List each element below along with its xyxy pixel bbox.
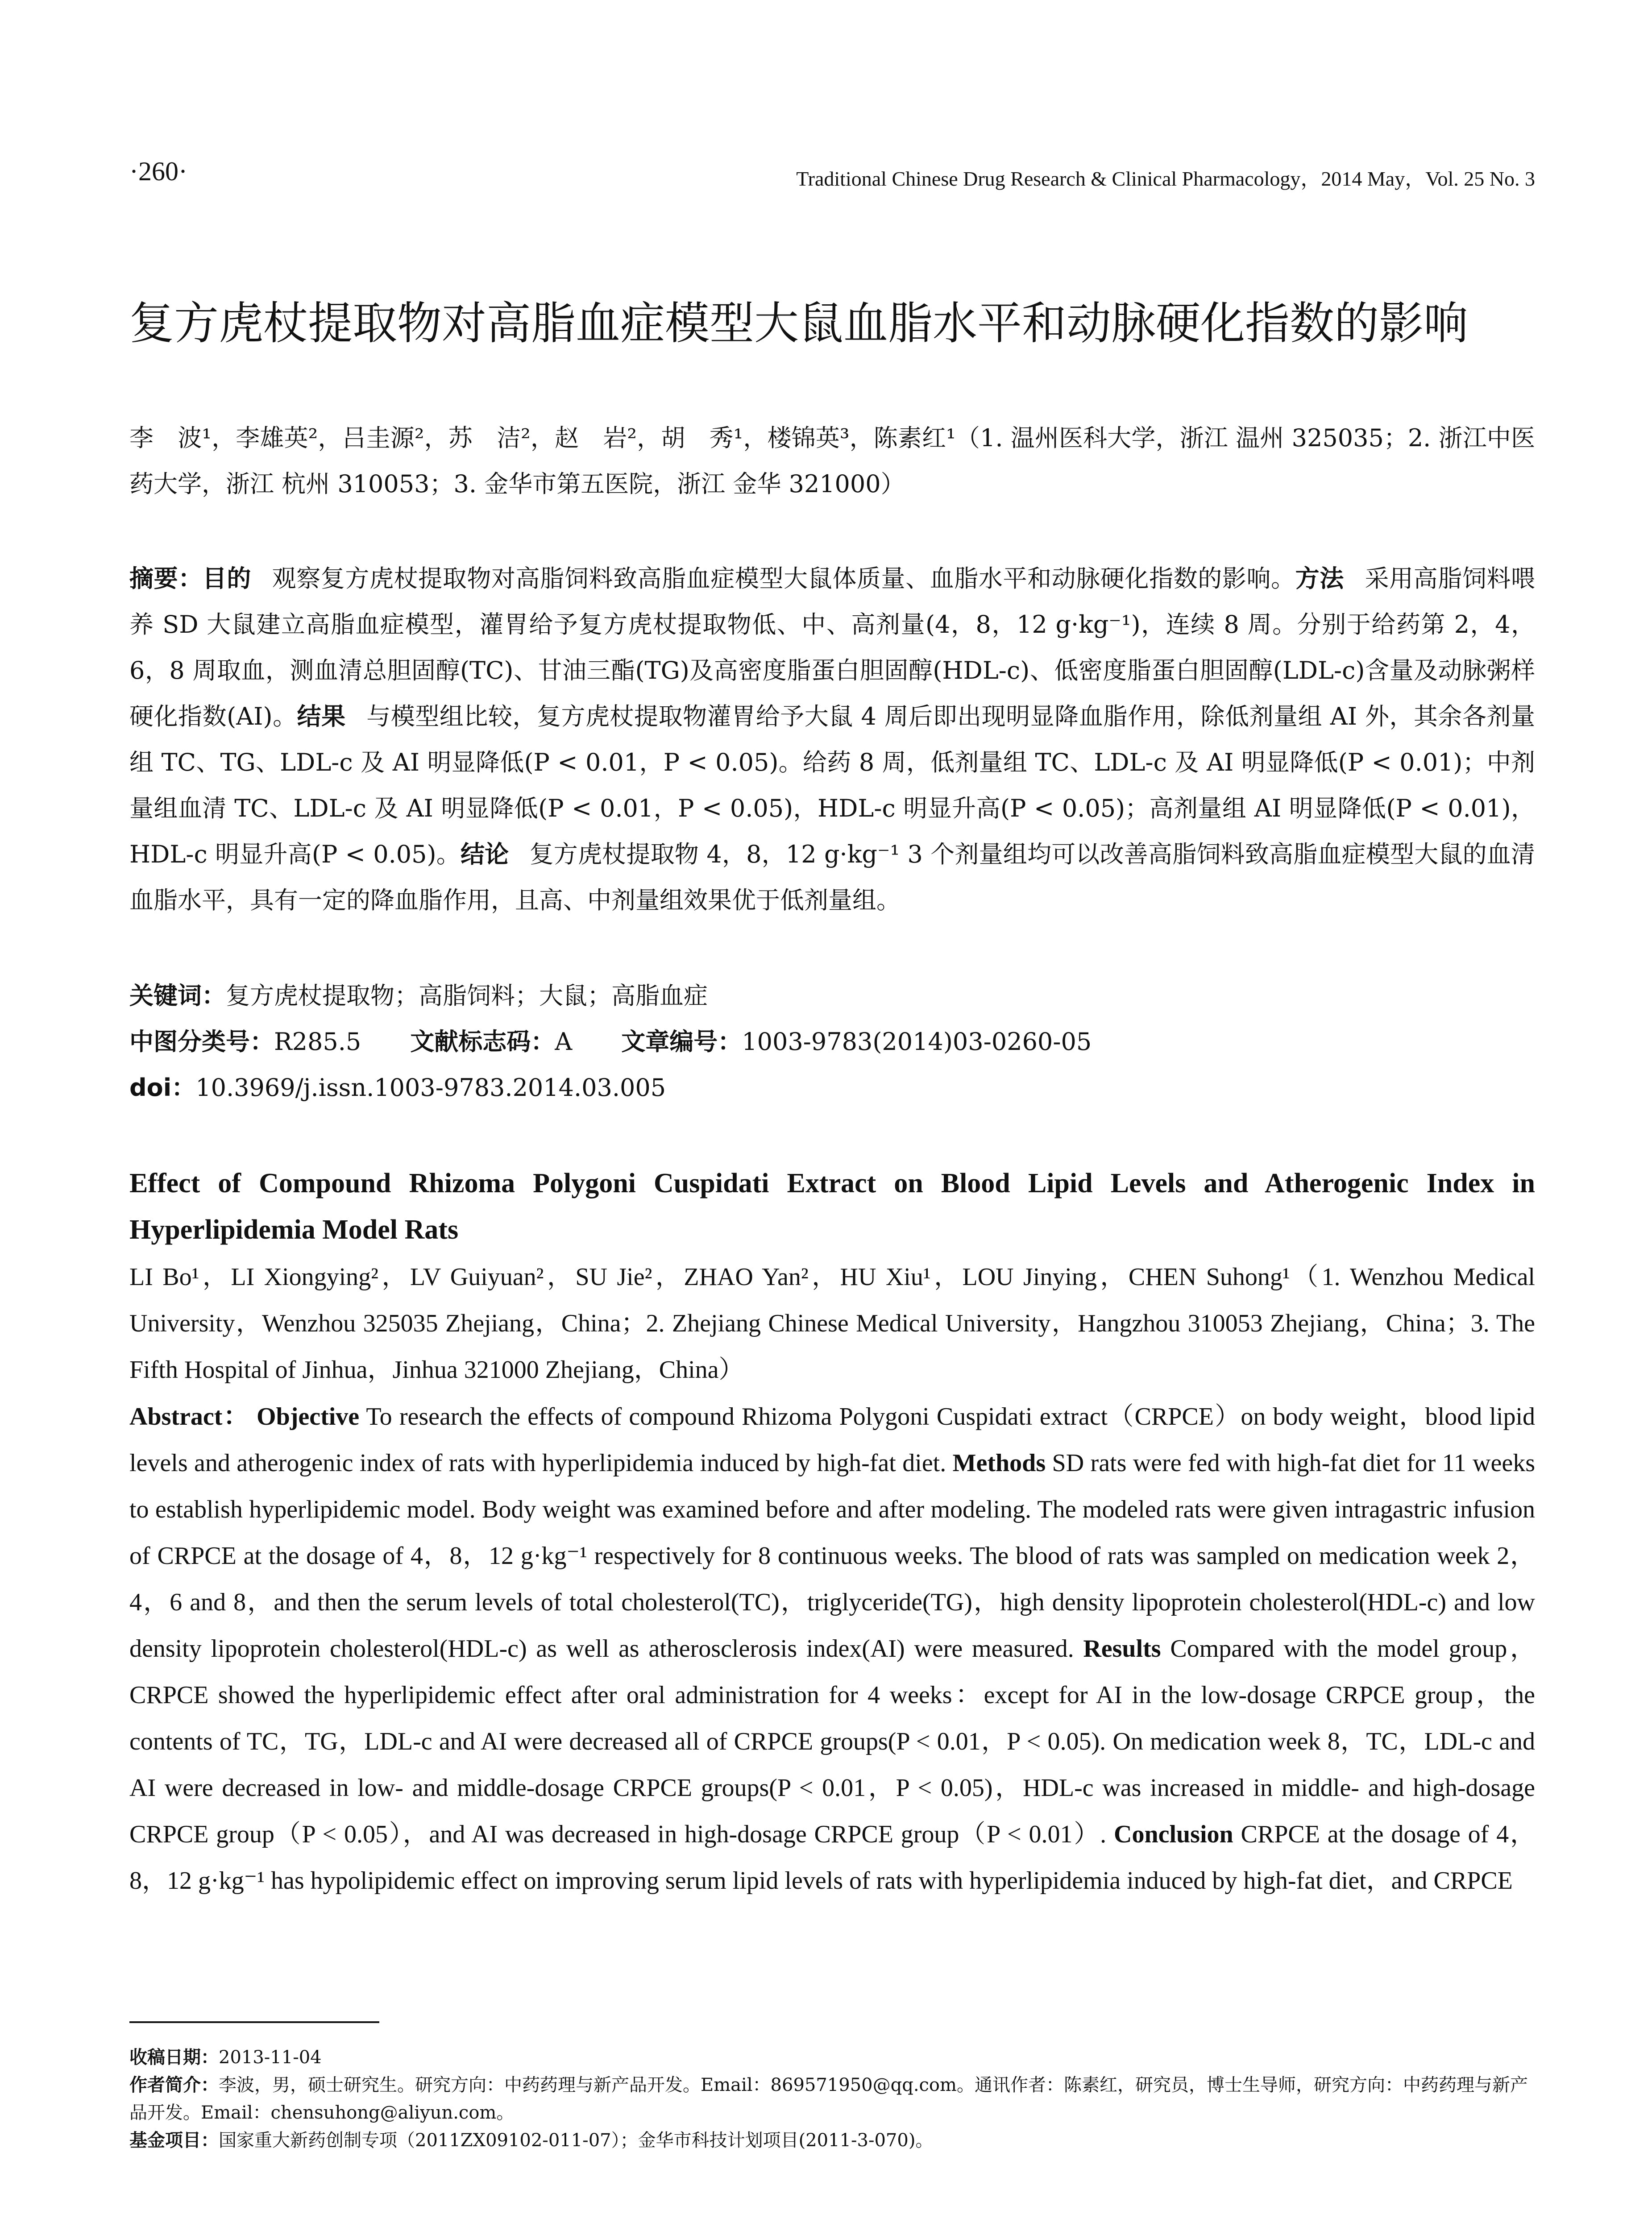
footnotes xyxy=(129,2044,1535,2154)
received-date xyxy=(129,2044,1535,2071)
running-header xyxy=(129,156,1535,192)
objective-text: 观察复方虎杖提取物对高脂饲料致高脂血症模型大鼠体质量、血脂水平和动脉硬化指数的影响。 xyxy=(272,564,1295,593)
received-value: 2013-11-04 xyxy=(219,2047,322,2068)
clc-label: 中图分类号： xyxy=(129,1028,274,1056)
classification-line xyxy=(129,1019,1535,1065)
doc-code-value: A xyxy=(555,1028,573,1056)
page-number: ·260· xyxy=(129,157,187,186)
conclusion-en-label: Conclusion xyxy=(1114,1820,1233,1848)
methods-text: 采用高脂饲料喂养 SD 大鼠建立高脂血症模型，灌胃给予复方虎杖提取物低、中、高剂量(4，8，12 g·kg⁻¹)，连续 8 周。分别于给药第 2，4，6，8 周取血，测血清总胆固醇(TC)、甘油三酯(TG)及高密度脂蛋白胆固醇(HDL-c)、低密度脂蛋白胆固醇(LDL-c)含量及动脉粥样硬化指数(AI)。 xyxy=(129,564,1536,730)
chinese-authors: 李 波¹，李雄英²，吕圭源²，苏 洁²，赵 岩²，胡 秀¹，楼锦英³，陈素红¹（1. 温州医科大学，浙江 温州 325035；2. 浙江中医药大学，浙江 杭州 310053；3. 金华市第五医院，浙江 金华 321000） xyxy=(129,424,1535,498)
conclusion-label: 结论 xyxy=(460,840,509,868)
author-bio-label: 作者简介： xyxy=(129,2075,219,2095)
article-id-label: 文章编号： xyxy=(621,1028,742,1056)
objective-en-label: Objective xyxy=(257,1403,360,1431)
methods-en-label: Methods xyxy=(952,1449,1046,1477)
english-title: Effect of Compound Rhizoma Polygoni Cuspidati Extract on Blood Lipid Levels and Atherogenic Index in Hyperlipidemia Model Rats xyxy=(129,1168,1535,1245)
doi-label: doi： xyxy=(129,1074,196,1102)
funding xyxy=(129,2127,1535,2154)
results-text: 与模型组比较，复方虎杖提取物灌胃给予大鼠 4 周后即出现明显降血脂作用，除低剂量组 AI 外，其余各剂量组 TC、TG、LDL-c 及 AI 明显降低(P < 0.01，P < 0.05)。给药 8 周，低剂量组 TC、LDL-c 及 AI 明显降低(P < 0.01)；中剂量组血清 TC、LDL-c 及 AI 明显降低(P < 0.01，P < 0.05)，HDL-c 明显升高(P < 0.05)；高剂量组 AI 明显降低(P < 0.01)，HDL-c 明显升高(P < 0.05)。 xyxy=(129,702,1535,868)
results-en-text: Compared with the model group，CRPCE showed the hyperlipidemic effect after oral administration for 4 weeks：except for AI in the low-dosage CRPCE group，the contents of TC，TG，LDL-c and AI were decreased all of CRPCE groups(P < 0.01，P < 0.05). On medication week 8，TC，LDL-c and AI were decreased in low- and middle-dosage CRPCE groups(P < 0.01，P < 0.05)，HDL-c was increased in middle- and high-dosage CRPCE group（P < 0.05），and AI was decreased in high-dosage CRPCE group（P < 0.01）. xyxy=(129,1635,1536,1848)
article-id-value: 1003-9783(2014)03-0260-05 xyxy=(742,1028,1092,1056)
objective-label: 目的 xyxy=(202,564,251,593)
conclusion-text: 复方虎杖提取物 4，8，12 g·kg⁻¹ 3 个剂量组均可以改善高脂饲料致高脂血症模型大鼠的血清血脂水平，具有一定的降血脂作用，且高、中剂量组效果优于低剂量组。 xyxy=(129,840,1535,914)
keywords xyxy=(129,973,1535,1019)
funding-label: 基金项目： xyxy=(129,2130,219,2151)
methods-en-text: SD rats were fed with high-fat diet for 11 weeks to establish hyperlipidemic model. Body weight was examined before and after modeling. The modeled rats were given intragastric infusion of CRPCE at the dosage of 4，8，12 g·kg⁻¹ respectively for 8 continuous weeks. The blood of rats was sampled on medication week 2，4，6 and 8，and then the serum levels of total cholesterol(TC)，triglyceride(TG)，high density lipoprotein cholesterol(HDL-c) and low density lipoprotein cholesterol(HDL-c) as well as atherosclerosis index(AI) were measured. xyxy=(129,1449,1536,1663)
conclusion-en-text: CRPCE at the dosage of 4，8，12 g·kg⁻¹ has hypolipidemic effect on improving serum lipid levels of rats with hyperlipidemia induced by high-fat diet，and CRPCE xyxy=(129,1820,1536,1895)
clc-value: R285.5 xyxy=(274,1028,361,1056)
author-bio-text: 李波，男，硕士研究生。研究方向：中药药理与新产品开发。Email：869571950@qq.com。通讯作者：陈素红，研究员，博士生导师，研究方向：中药药理与新产品开发。Email：chensuhong@aliyun.com。 xyxy=(129,2075,1528,2123)
results-label: 结果 xyxy=(297,702,346,730)
doc-code-label: 文献标志码： xyxy=(410,1028,555,1056)
received-label: 收稿日期： xyxy=(129,2047,219,2068)
footnote-divider xyxy=(129,2021,379,2023)
english-abstract xyxy=(129,1393,1535,1904)
author-bio xyxy=(129,2071,1535,2127)
doi-value: 10.3969/j.issn.1003-9783.2014.03.005 xyxy=(195,1074,666,1102)
english-authors: LI Bo¹，LI Xiongying²，LV Guiyuan²，SU Jie²，ZHAO Yan²，HU Xiu¹，LOU Jinying，CHEN Suhong¹（1. Wenzhou Medical University，Wenzhou 325035 Zhejiang，China；2. Zhejiang Chinese Medical University，Hangzhou 310053 Zhejiang，China；3. The Fifth Hospital of Jinhua，Jinhua 321000 Zhejiang，China） xyxy=(129,1263,1535,1384)
results-en-label: Results xyxy=(1083,1635,1161,1663)
keywords-label: 关键词： xyxy=(129,982,226,1010)
chinese-abstract xyxy=(129,556,1535,923)
methods-label: 方法 xyxy=(1295,564,1344,593)
abstract-en-label: Abstract： xyxy=(129,1403,249,1431)
doi-line xyxy=(129,1065,1535,1111)
chinese-title: 复方虎杖提取物对高脂血症模型大鼠血脂水平和动脉硬化指数的影响 xyxy=(129,297,1468,349)
abstract-label: 摘要： xyxy=(129,564,203,593)
journal-citation: Traditional Chinese Drug Research & Clinical Pharmacology，2014 May，Vol. 25 No. 3 xyxy=(796,167,1535,190)
funding-text: 国家重大新药创制专项（2011ZX09102-011-07）；金华市科技计划项目(2011-3-070)。 xyxy=(219,2130,934,2151)
keywords-text: 复方虎杖提取物；高脂饲料；大鼠；高脂血症 xyxy=(226,982,708,1010)
objective-en-text: To research the effects of compound Rhizoma Polygoni Cuspidati extract（CRPCE）on body weight，blood lipid levels and atherogenic index of rats with hyperlipidemia induced by high-fat diet. xyxy=(129,1403,1536,1477)
